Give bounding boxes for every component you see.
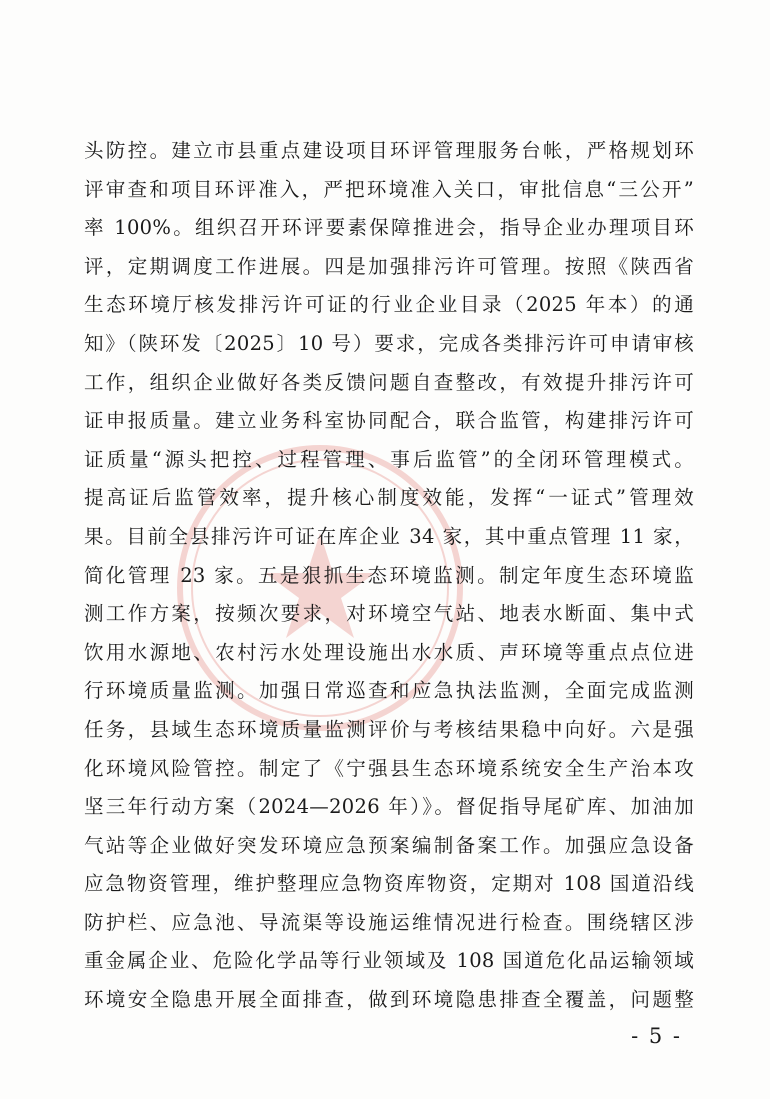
text-line: 工作，组织企业做好各类反馈问题自查整改，有效提升排污许可 xyxy=(84,370,694,394)
text-line: 知》（陕环发〔2025〕10 号）要求，完成各类排污许可申请审核 xyxy=(84,331,694,355)
text-line: 果。目前全县排污许可证在库企业 34 家，其中重点管理 11 家， xyxy=(84,524,694,548)
text-line: 任务，县域生态环境质量监测评价与考核结果稳中向好。六是强 xyxy=(84,717,694,741)
text-line: 率 100%。组织召开环评要素保障推进会，指导企业办理项目环 xyxy=(84,216,694,240)
text-line: 头防控。建立市县重点建设项目环评管理服务台帐，严格规划环 xyxy=(84,139,694,162)
text-line: 证质量“源头把控、过程管理、事后监管”的全闭环管理模式。 xyxy=(84,447,694,471)
text-line: 行环境质量监测。加强日常巡查和应急执法监测，全面完成监测 xyxy=(84,679,694,703)
text-line: 证申报质量。建立业务科室协同配合，联合监管，构建排污许可 xyxy=(84,409,694,433)
text-line: 坚三年行动方案（2024—2026 年）》。督促指导尾矿库、加油加 xyxy=(84,795,694,819)
text-line: 应急物资管理，维护整理应急物资库物资，定期对 108 国道沿线 xyxy=(84,872,694,896)
text-line: 提高证后监管效率，提升核心制度效能，发挥“一证式”管理效 xyxy=(84,486,694,510)
text-line: 防护栏、应急池、导流渠等设施运维情况进行检查。围绕辖区涉 xyxy=(84,910,694,934)
text-line: 评审查和项目环评准入，严把环境准入关口，审批信息“三公开” xyxy=(84,177,694,201)
text-line: 评，定期调度工作进展。四是加强排污许可管理。按照《陕西省 xyxy=(84,254,694,278)
text-line: 气站等企业做好突发环境应急预案编制备案工作。加强应急设备 xyxy=(84,833,694,857)
text-line: 重金属企业、危险化学品等行业领域及 108 国道危化品运输领域 xyxy=(84,949,694,973)
body-text xyxy=(84,132,694,1020)
text-line: 测工作方案，按频次要求，对环境空气站、地表水断面、集中式 xyxy=(84,602,694,626)
text-line: 简化管理 23 家。五是狠抓生态环境监测。制定年度生态环境监 xyxy=(84,563,694,587)
page-number: - 5 - xyxy=(631,1024,682,1048)
text-line: 生态环境厅核发排污许可证的行业企业目录（2025 年本）的通 xyxy=(84,293,694,317)
text-line: 环境安全隐患开展全面排查，做到环境隐患排查全覆盖，问题整 xyxy=(84,988,694,1012)
text-line: 饮用水源地、农村污水处理设施出水水质、声环境等重点点位进 xyxy=(84,640,694,664)
text-line: 化环境风险管控。制定了《宁强县生态环境系统安全生产治本攻 xyxy=(84,756,694,780)
